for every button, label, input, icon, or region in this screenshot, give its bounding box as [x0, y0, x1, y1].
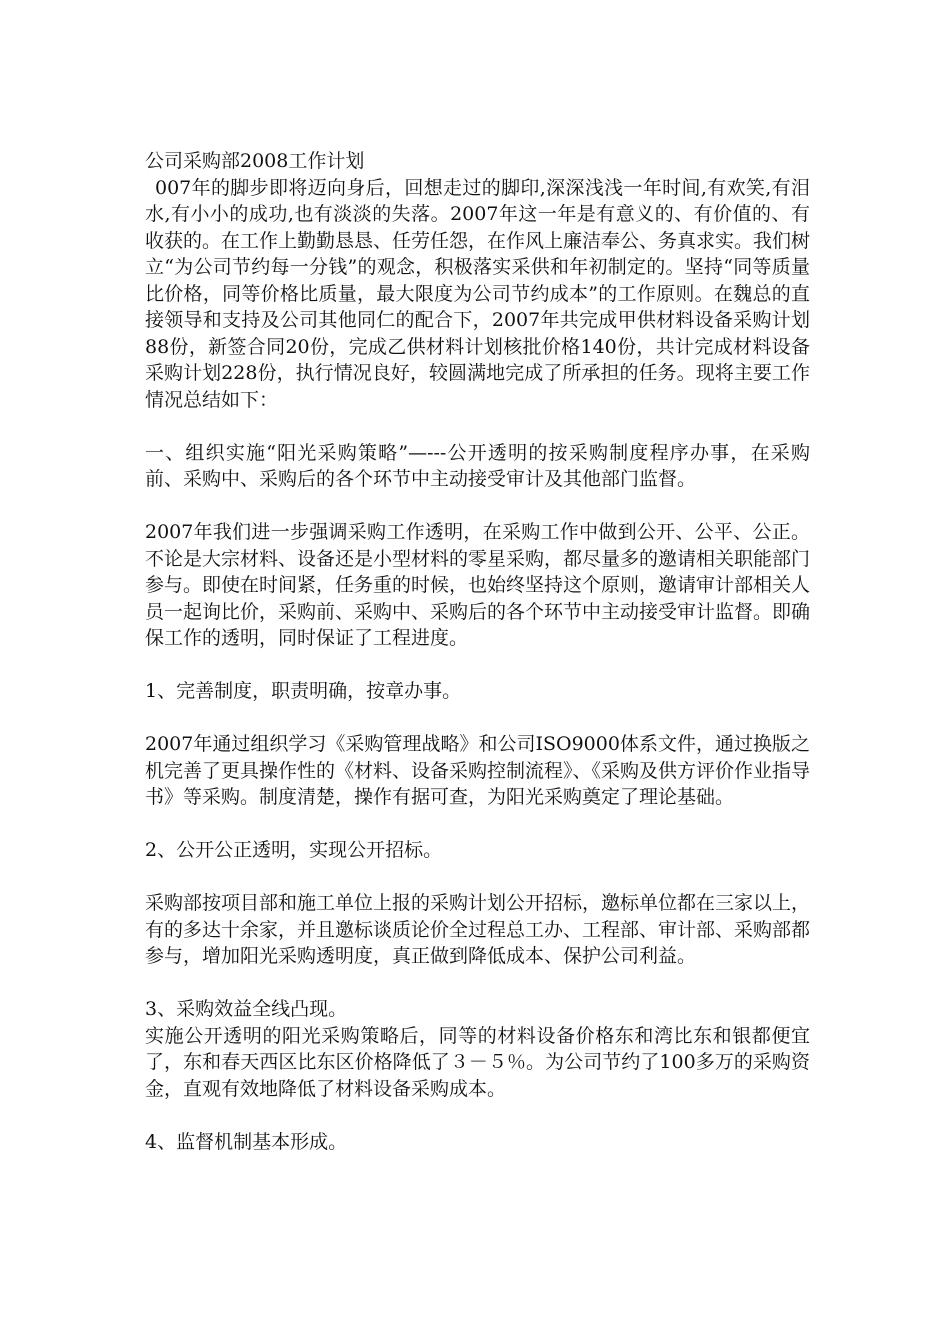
document-title: 公司采购部2008工作计划	[145, 150, 365, 172]
item4-heading: 4、监督机制基本形成。	[145, 1130, 348, 1153]
section1-paragraph: 2007年我们进一步强调采购工作透明，在采购工作中做到公开、公平、公正。不论是大宗材料、设备还是小型材料的零星采购，都尽量多的邀请相关职能部门参与。即使在时间紧，任务重的时候，也始终坚持这个原则，邀请审计部相关人员一起询比价，采购前、采购中、采购后的各个环节中主动接受审计监督。即确保工作的透明，同时保证了工程进度。	[145, 521, 811, 649]
item3-paragraph: 实施公开透明的阳光采购策略后，同等的材料设备价格东和湾比东和银都便宜了，东和春天西区比东区价格降低了３－５％。为公司节约了100多万的采购资金，直观有效地降低了材料设备采购成本。	[145, 1024, 810, 1100]
item1-heading: 1、完善制度，职责明确，按章办事。	[145, 680, 462, 702]
document-body	[145, 148, 810, 1155]
item1-paragraph: 2007年通过组织学习《采购管理战略》和公司ISO9000体系文件，通过换版之机完善了更具操作性的《材料、设备采购控制流程》、《采购及供方评价作业指导书》等采购。制度清楚，操作有据可查，为阳光采购奠定了理论基础。	[145, 733, 811, 808]
item2-paragraph: 采购部按项目部和施工单位上报的采购计划公开招标，邀标单位都在三家以上，有的多达十余家，并且邀标谈质论价全过程总工办、工程部、审计部、采购部都参与，增加阳光采购透明度，真正做到降低成本、保护公司利益。	[145, 892, 811, 967]
section1-heading: 一、组织实施“阳光采购策略”—---公开透明的按采购制度程序办事，在采购前、采购中、采购后的各个环节中主动接受审计及其他部门监督。	[145, 441, 810, 490]
item3-heading: 3、采购效益全线凸现。	[145, 998, 348, 1020]
item2-heading: 2、公开公正透明，实现公开招标。	[145, 839, 443, 861]
intro-paragraph: 007年的脚步即将迈向身后，回想走过的脚印,深深浅浅一年时间,有欢笑,有泪水,有小小的成功,也有淡淡的失落。2007年这一年是有意义的、有价值的、有收获的。在工作上勤勤恳恳、任劳任怨，在作风上廉洁奉公、务真求实。我们树立“为公司节约每一分钱”的观念，积极落实采供和年初制定的。坚持“同等质量比价格，同等价格比质量，最大限度为公司节约成本”的工作原则。在魏总的直接领导和支持及公司其他同仁的配合下，2007年共完成甲供材料设备采购计划88份，新签合同20份，完成乙供材料计划核批价格140份，共计完成材料设备采购计划228份，执行情况良好，较圆满地完成了所承担的任务。现将主要工作情况总结如下：	[145, 176, 811, 411]
